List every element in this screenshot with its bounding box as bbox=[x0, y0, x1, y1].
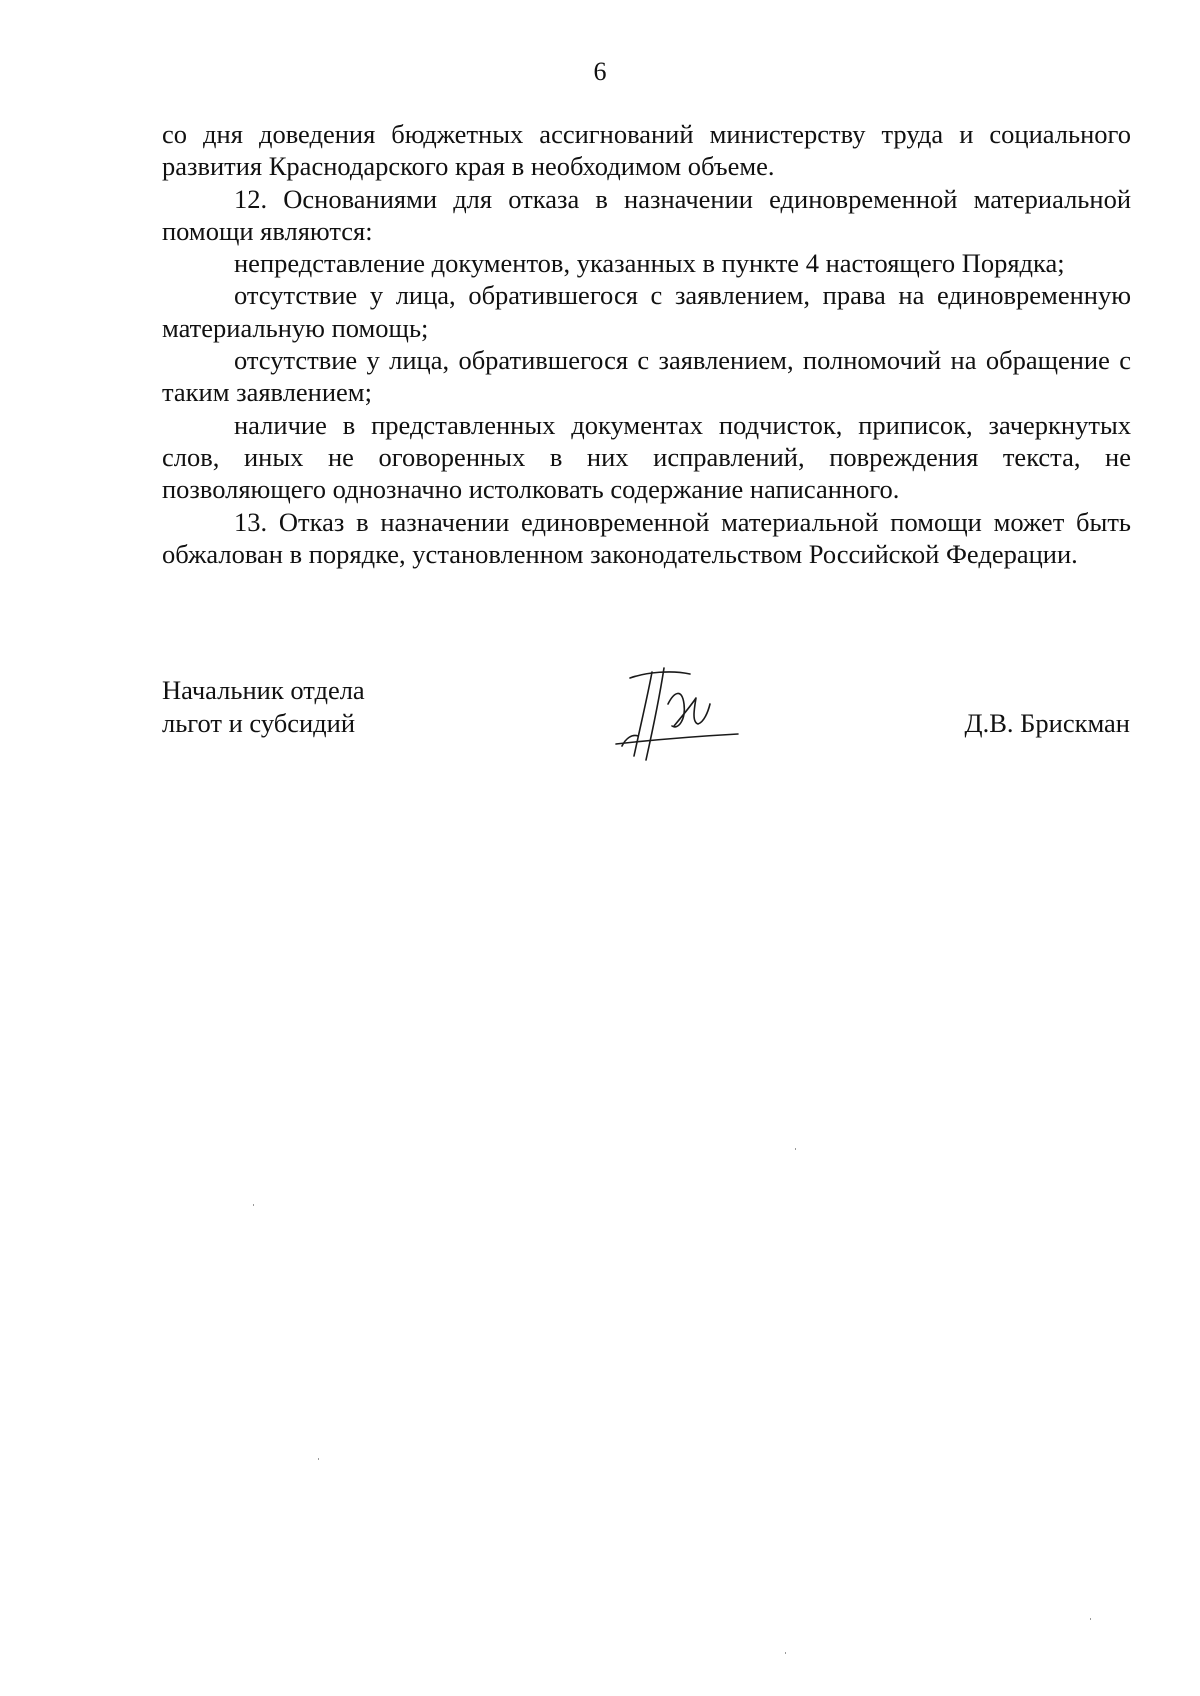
scan-speck bbox=[1090, 1618, 1091, 1620]
paragraph-ground-4: наличие в представленных документах подчисток, приписок, зачеркнутых слов, иных не оговоренных в них исправлений, повреждения текста, не позволяющего однозначно истолковать содержание написанного. bbox=[162, 409, 1131, 505]
scan-speck bbox=[318, 1458, 319, 1460]
signatory-name: Д.В. Брискман bbox=[964, 708, 1130, 738]
scan-speck bbox=[253, 1204, 254, 1206]
paragraph-ground-3: отсутствие у лица, обратившегося с заявлением, полномочий на обращение с таким заявлением; bbox=[162, 345, 1131, 408]
page-number: 6 bbox=[593, 57, 607, 86]
paragraph-continuation: со дня доведения бюджетных ассигнований министерству труда и социального развития Краснодарского края в необходимом объеме. bbox=[162, 119, 1131, 182]
document-body bbox=[162, 118, 1131, 570]
scan-speck bbox=[795, 1148, 796, 1150]
paragraph-item-12: 12. Основаниями для отказа в назначении единовременной материальной помощи являются: bbox=[162, 183, 1131, 246]
signatory-title bbox=[162, 674, 365, 740]
scan-speck bbox=[785, 1652, 786, 1654]
signatory-title-line1: Начальник отдела bbox=[162, 675, 365, 705]
handwritten-signature bbox=[612, 664, 742, 764]
signatory-title-line2: льгот и субсидий bbox=[162, 708, 356, 738]
paragraph-item-13: 13. Отказ в назначении единовременной материальной помощи может быть обжалован в порядке, установленном законодательством Российской Федерации. bbox=[162, 506, 1131, 569]
paragraph-ground-1: непредставление документов, указанных в пункте 4 настоящего Порядка; bbox=[234, 248, 1065, 279]
paragraph-ground-2: отсутствие у лица, обратившегося с заявлением, права на единовременную материальную помощь; bbox=[162, 280, 1131, 343]
